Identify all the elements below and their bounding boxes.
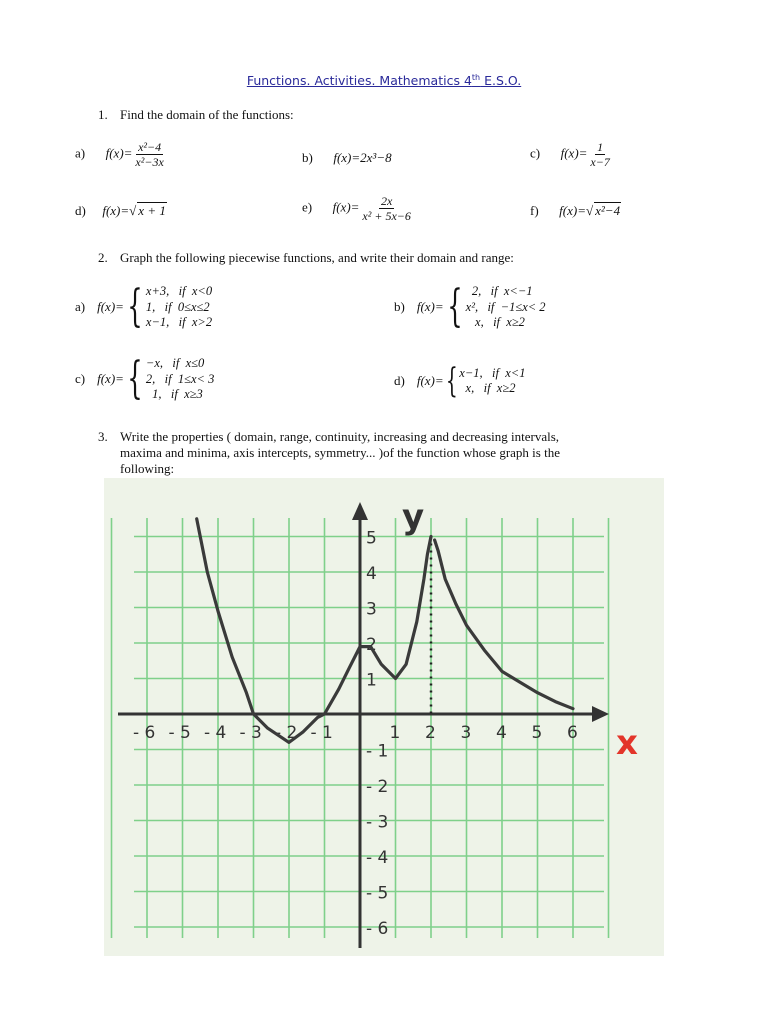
x-tick-label: 2 (425, 723, 436, 743)
y-tick-label: 2 (366, 635, 377, 655)
q2-d-case-2: x, if x≥2 (459, 381, 516, 395)
q2-a-case-2: 1, if 0≤x≤2 (145, 299, 210, 314)
question-1 (98, 107, 294, 123)
y-tick-label: - 4 (366, 848, 389, 868)
x-axis-label: x (616, 723, 638, 763)
q1-item-b (302, 150, 392, 166)
q1-item-e (302, 194, 413, 223)
q2-b-brace: { (446, 281, 463, 333)
q2-item-d (394, 361, 526, 401)
q1-b-expression: f(x)=2x³−8 (333, 150, 392, 165)
y-tick-label: - 6 (366, 919, 389, 939)
y-tick-label: - 5 (366, 883, 389, 904)
q2-a-case-1: x+3, if x<0 (145, 284, 213, 298)
q1-a-numerator: x²−4 (138, 140, 162, 154)
q1-d-radicand: x + 1 (138, 203, 166, 218)
q2-d-cases (459, 366, 525, 397)
q3-line-1: Write the properties ( domain, range, continuity, increasing and decreasing intervals, (120, 429, 560, 444)
x-tick-label: 5 (531, 723, 543, 743)
q2-a-lhs: f(x)= (97, 299, 124, 315)
q2-c-case-2: 2, if 1≤x< 3 (145, 371, 215, 386)
q2-d-case-1: x−1, if x<1 (459, 365, 526, 380)
q3-line-2: maxima and minima, axis intercepts, symmetry... )of the function whose graph is the (120, 445, 560, 460)
q1-a-label: a) (75, 145, 86, 161)
q2-a-brace: { (127, 281, 143, 333)
q2-c-case-1: −x, if x≤0 (145, 356, 205, 370)
page-title (0, 73, 768, 88)
q1-f-label: f) (530, 203, 539, 218)
q1-item-d (75, 203, 167, 219)
title-tail: E.S.O. (480, 73, 522, 89)
q1-a-fraction (133, 140, 165, 169)
x-tick-label: - 5 (168, 723, 191, 743)
q2-text: Graph the following piecewise functions, and write their domain and range: (120, 250, 514, 265)
q1-e-lhs: f(x)= (332, 199, 360, 215)
q2-c-brace: { (127, 353, 143, 405)
q1-c-label: c) (530, 145, 541, 161)
q2-item-b (394, 281, 546, 333)
q1-f-lhs: f(x)=√ (559, 203, 594, 218)
x-tick-label: - 2 (275, 723, 298, 743)
x-tick-label: - 3 (239, 723, 262, 743)
q1-e-fraction (360, 194, 412, 223)
x-tick-label: 1 (389, 723, 401, 743)
q1-item-a (75, 140, 166, 169)
q1-e-label: e) (302, 199, 313, 215)
q2-item-c (75, 353, 215, 405)
q1-item-c (530, 140, 612, 169)
y-tick-label: 3 (366, 599, 377, 620)
q2-b-cases (466, 284, 546, 331)
q1-e-denominator: x² + 5x−6 (362, 209, 411, 223)
function-graph-svg (104, 478, 664, 956)
q1-c-numerator: 1 (597, 140, 604, 154)
q1-a-lhs: f(x)= (105, 145, 133, 161)
x-tick-label: 6 (567, 723, 578, 743)
q2-b-case-2: x², if −1≤x< 2 (465, 299, 546, 314)
y-tick-label: 4 (366, 564, 377, 584)
y-axis-label: y (402, 497, 425, 537)
q1-a-denominator: x²−3x (135, 155, 164, 169)
q2-b-case-1: 2, if x<−1 (465, 284, 533, 298)
q1-item-f (530, 203, 621, 219)
q3-number: 3. (98, 429, 108, 444)
q1-d-label: d) (75, 203, 86, 218)
q2-b-case-3: x, if x≥2 (465, 315, 525, 329)
q2-c-case-3: 1, if x≥3 (145, 387, 203, 401)
y-tick-label: - 3 (366, 812, 389, 833)
q1-d-lhs: f(x)=√ (102, 203, 137, 218)
question-2 (98, 250, 514, 266)
y-tick-label: - 1 (366, 741, 389, 762)
title-sup: th (471, 73, 481, 82)
y-tick-label: 5 (366, 528, 377, 549)
x-tick-label: 3 (460, 723, 472, 743)
function-graph (104, 478, 664, 956)
x-tick-label: - 4 (204, 723, 227, 743)
y-tick-label: 1 (366, 670, 377, 691)
q2-c-cases (146, 356, 214, 403)
q1-b-label: b) (302, 150, 313, 165)
y-tick-label: - 2 (366, 777, 389, 797)
q2-number: 2. (98, 250, 108, 265)
q2-a-cases (146, 284, 212, 331)
q1-f-radicand: x²−4 (595, 203, 621, 218)
q3-line-3: following: (120, 461, 175, 476)
q1-text: Find the domain of the functions: (120, 107, 294, 122)
q2-b-label: b) (394, 299, 405, 315)
q2-c-label: c) (75, 371, 86, 387)
q1-e-numerator: 2x (380, 194, 393, 208)
q1-number: 1. (98, 107, 108, 122)
x-tick-label: - 1 (310, 723, 333, 743)
q2-d-lhs: f(x)= (416, 373, 444, 388)
q2-d-brace: { (445, 361, 458, 401)
q1-c-lhs: f(x)= (560, 145, 588, 161)
q2-a-case-3: x−1, if x>2 (145, 315, 213, 329)
q2-item-a (75, 281, 213, 333)
x-tick-label: 4 (496, 723, 507, 743)
question-3 (98, 429, 560, 477)
x-tick-label: - 6 (133, 723, 156, 743)
q2-c-lhs: f(x)= (97, 371, 124, 387)
q2-a-label: a) (75, 299, 86, 315)
q1-c-fraction (588, 140, 611, 169)
title-main: Functions. Activities. Mathematics 4 (246, 73, 472, 89)
q2-b-lhs: f(x)= (416, 299, 444, 315)
q1-c-denominator: x−7 (590, 155, 610, 169)
q2-d-label: d) (394, 373, 405, 388)
